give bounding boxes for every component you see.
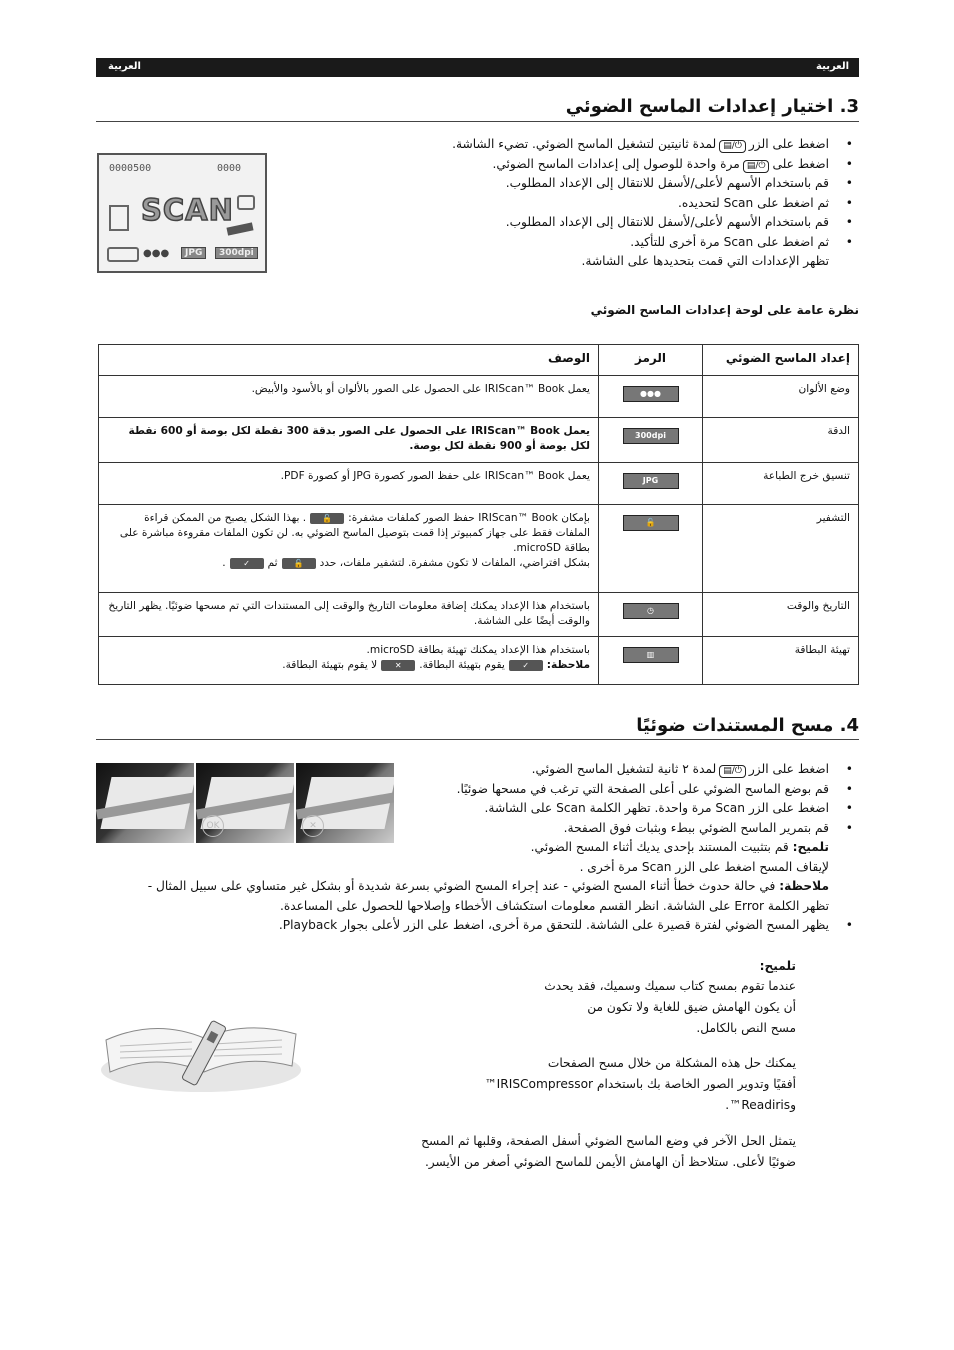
step-item: • اضغط على الزر Scan مرة واحدة. تظهر الكلمة Scan على الشاشة. bbox=[99, 799, 859, 819]
tip2-paragraph: عندما تقوم بمسح كتاب سميك وسميك، فقد يحدث أن يكون الهامش ضيق للغاية ولا تكون من مسح النص بالكامل. bbox=[544, 979, 796, 1035]
cancel-x-icon: ✕ bbox=[381, 660, 415, 671]
table-row bbox=[99, 593, 859, 637]
lcd-scan-label: SCAN bbox=[141, 193, 234, 227]
wrong-mark-icon: ✕ bbox=[302, 815, 324, 837]
scan-photo bbox=[296, 763, 394, 843]
header-lang-left: العربية bbox=[108, 61, 141, 72]
step-item: • قم بوضع الماسح الضوئي على أعلى الصفحة التي ترغب في مسحها ضوئيًا. bbox=[99, 780, 859, 800]
step-item: • ثم اضغط على Scan مرة أخرى للتأكيد. bbox=[389, 233, 859, 253]
confirm-check-icon: ✓ bbox=[230, 558, 264, 569]
col-header-icon: الرمز bbox=[599, 345, 703, 376]
setting-description: يعمل IRIScan™ Book على الحصول على الصور بالألوان أو بالأسود والأبيض. bbox=[99, 376, 599, 418]
lock-key-icon: 🔓 bbox=[282, 558, 316, 569]
color-mode-icon: ●●● bbox=[623, 386, 679, 402]
tip2-paragraph: يمكنك حل هذه المشكلة من خلال مسح الصفحات أفقيًا وتدوير الصور الخاصة بك باستخدام IRISCompressor™ وReadiris™. bbox=[484, 1056, 796, 1112]
table-row bbox=[99, 505, 859, 593]
format-card-icon: ▥ bbox=[623, 647, 679, 663]
lock-icon bbox=[237, 195, 255, 210]
table-row bbox=[99, 463, 859, 505]
setting-description: باستخدام هذا الإعداد يمكنك إضافة معلومات التاريخ والوقت إلى المستندات التي تم مسحها ضوئيًا. يظهر التاريخ والوقت أيضًا على الشاشة. bbox=[99, 593, 599, 637]
settings-table bbox=[98, 344, 859, 685]
resolution-icon: 300dpi bbox=[623, 428, 679, 444]
setting-description: يعمل IRIScan™ Book على حفظ الصور كصورة JPG أو كصورة PDF. bbox=[99, 463, 599, 505]
table-row bbox=[99, 418, 859, 463]
section4-title: 4. مسح المستندات ضوئيًا bbox=[636, 715, 859, 736]
file-format-icon: JPG bbox=[623, 473, 679, 489]
color-mode-icon: ●●● bbox=[143, 248, 170, 259]
clock-icon: ◷ bbox=[623, 603, 679, 619]
section3-title: 3. اختيار إعدادات الماسح الضوئي bbox=[565, 96, 859, 117]
lock-key-icon: 🔓 bbox=[310, 513, 344, 524]
book-scanning-illustration bbox=[96, 1000, 306, 1096]
tip2-label: تلميح: bbox=[759, 959, 796, 973]
table-row bbox=[99, 376, 859, 418]
encryption-lock-icon: 🔓 bbox=[623, 515, 679, 531]
setting-description: بإمكان IRIScan™ Book حفظ الصور كملفات مشفرة:🔓. بهذا الشكل يصبح من الممكن قراءة الملفات فقط على جهاز كمبيوتر إذا قمت بتوصيل الماسح الضوئي به. لن تكون الملفات مقروءة مباشرة على بطاقة microSD. بشكل افتراضي، الملفات لا تكون مشفرة. لتشفير ملفات، حدد🔓ثم✓. bbox=[99, 505, 599, 593]
scanning-photos bbox=[96, 763, 394, 843]
step-item: • قم باستخدام الأسهم لأعلى/لأسفل للانتقال إلى الإعداد المطلوب. bbox=[389, 213, 859, 233]
setting-name: تهيئة البطاقة bbox=[703, 637, 859, 685]
step-item: لإيقاف المسح اضغط على الزر Scan مرة أخرى . bbox=[579, 859, 829, 874]
table-header-row bbox=[99, 345, 859, 376]
overview-title: نظرة عامة على لوحة إعدادات الماسح الضوئي bbox=[590, 303, 859, 317]
lcd-counter: 0000500 bbox=[109, 163, 152, 174]
setting-name: تنسيق خرج الطباعة bbox=[703, 463, 859, 505]
lcd-counter-right: 0000 bbox=[217, 163, 242, 174]
col-header-description: الوصف bbox=[99, 345, 599, 376]
setting-description: باستخدام هذا الإعداد يمكنك تهيئة بطاقة microSD. ملاحظة:✓يقوم بتهيئة البطاقة.✕لا يقوم بتهيئة البطاقة. bbox=[99, 637, 599, 685]
lcd-format-label: JPG bbox=[181, 247, 206, 259]
section3-steps bbox=[389, 135, 859, 272]
col-header-setting: إعداد الماسح الضوئي bbox=[703, 345, 859, 376]
note-continuation: تظهر الكلمة Error على الشاشة. انظر القسم معلومات استكشاف الأخطاء وإصلاحها للحصول على المساعدة. bbox=[280, 898, 829, 913]
step-item: • يظهر المسح الضوئي لفترة قصيرة على الشاشة. للتحقق مرة أخرى، اضغط على الزر لأعلى بجوار Playback. bbox=[99, 916, 859, 936]
lcd-dpi-label: 300dpi bbox=[215, 247, 258, 259]
setting-name: التاريخ والوقت bbox=[703, 593, 859, 637]
scan-photo bbox=[96, 763, 194, 843]
table-row bbox=[99, 637, 859, 685]
confirm-check-icon: ✓ bbox=[509, 660, 543, 671]
step-item: • اضغط على⏻/▤مرة واحدة للوصول إلى إعدادات الماسح الضوئي. bbox=[389, 155, 859, 175]
tip2-paragraph: يتمثل الحل الآخر في وضع الماسح الضوئي أسفل الصفحة، وقلبها ثم المسح ضوئيًا لأعلى. ستلاحظ أن الهامش الأيمن للماسح الضوئي أصغر من الأيسر. bbox=[421, 1134, 796, 1169]
power-menu-key-icon: ⏻/▤ bbox=[743, 160, 770, 173]
page-header-bar bbox=[96, 58, 859, 77]
section4-rule bbox=[96, 739, 859, 740]
step-item: • ثم اضغط على Scan لتحديده. bbox=[389, 194, 859, 214]
tip-item: تلميح: قم بتثبيت المستند بإحدى يديك أثناء المسح الضوئي. bbox=[530, 840, 829, 854]
step-item: • قم باستخدام الأسهم لأعلى/لأسفل للانتقال إلى الإعداد المطلوب. bbox=[389, 174, 859, 194]
power-menu-key-icon: ⏻/▤ bbox=[719, 140, 746, 153]
step-item: • اضغط على الزر⏻/▤لمدة ثانيتين لتشغيل الماسح الضوئي. تضيء الشاشة. bbox=[389, 135, 859, 155]
ok-mark-icon: OK bbox=[202, 815, 224, 837]
section3-rule bbox=[96, 121, 859, 122]
step-result: تظهر الإعدادات التي قمت بتحديدها على الشاشة. bbox=[581, 254, 829, 268]
scanner-lcd-illustration bbox=[97, 153, 267, 273]
scan-photo bbox=[196, 763, 294, 843]
battery-icon bbox=[107, 247, 139, 262]
setting-name: التشفير bbox=[703, 505, 859, 593]
setting-name: الدقة bbox=[703, 418, 859, 463]
step-item: • اضغط على الزر⏻/▤لمدة ٢ ثانية لتشغيل الماسح الضوئي. bbox=[99, 760, 859, 780]
power-menu-key-icon: ⏻/▤ bbox=[719, 765, 746, 778]
sd-card-icon bbox=[109, 205, 129, 231]
setting-description: يعمل IRIScan™ Book على الحصول على الصور بدقة 300 نقطة لكل بوصة أو 600 نقطة لكل بوصة أو 900 نقطة لكل بوصة. bbox=[99, 418, 599, 463]
note-item: ملاحظة: في حالة حدوث خطأ أثناء المسح الضوئي - عند إجراء المسح الضوئي بسرعة شديدة أو بشكل غير متساوي على سبيل المثال - bbox=[147, 879, 829, 893]
header-lang-right: العربية bbox=[816, 61, 849, 72]
step-item: • قم بتمرير الماسح الضوئي ببطء وبثبات فوق الصفحة. bbox=[99, 819, 859, 839]
setting-name: وضع الألوان bbox=[703, 376, 859, 418]
